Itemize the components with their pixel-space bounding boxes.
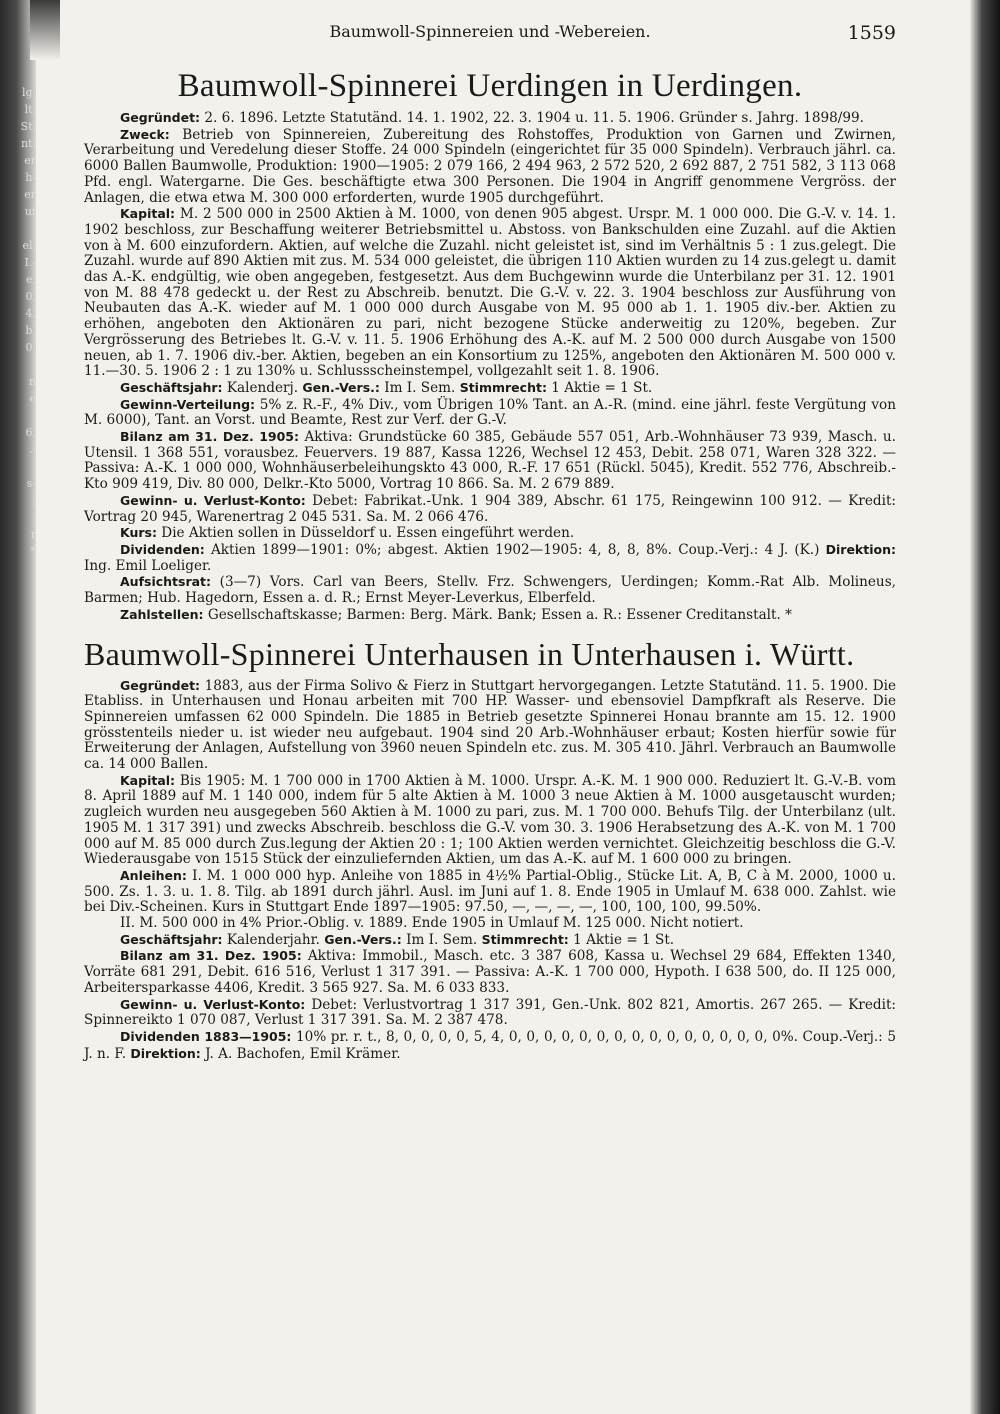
entry-paragraph xyxy=(84,948,896,996)
margin-fragment: el. xyxy=(22,239,36,252)
entry-label: Kapital: xyxy=(120,206,176,222)
entry-text: 1 Aktie = 1 St. xyxy=(546,379,653,396)
entry-label: Dividenden 1883—1905: xyxy=(120,1028,292,1044)
margin-fragment: n xyxy=(28,375,36,388)
entry-label: Direktion: xyxy=(825,541,896,557)
entry-label: Zweck: xyxy=(120,126,170,142)
margin-fragment: h- xyxy=(25,171,36,184)
entry-text: Debet: Fabrikat.-Unk. 1 904 389, Abschr. 61 175, Reingewinn 100 912. — Kredit: Vortrag 20 945, Warenertrag 2 045 531. Sa. M. 2 066 476. xyxy=(84,492,896,525)
entry-label: Gen.-Vers.: xyxy=(324,931,402,947)
entry-text: 2. 6. 1896. Letzte Statutänd. 14. 1. 1902, 22. 3. 1904 u. 11. 5. 1906. Gründer s. Jahrg. 1898/99. xyxy=(200,110,864,126)
entry-paragraph xyxy=(84,493,896,525)
entry-text: M. 2 500 000 in 2500 Aktien à M. 1000, von denen 905 abgest. Urspr. M. 1 000 000. Die G.-V. v. 14. 1. 1902 beschloss, zur Beschaffung weiterer Betriebsmittel u. Abstoss. von Bankschulden eine Zuzahl. auf die Aktien von à M. 600 einzufordern. Aktien, auf welche die Zuzahl. nicht geleistet ist, sind im Verhältnis 5 : 1 zus.gelegt. Die Zuzahl. wurde auf 890 Aktien mit zus. M. 534 000 geleistet, die übrigen 110 Aktien wurden zu 14 zus.gelegt u. damit das A.-K. endgültig, wie oben angegeben, festgesetzt. Aus dem Buchgewinn wurde die Unterbilanz per 31. 12. 1901 von M. 88 478 gedeckt u. der Rest zu Abschreib. benutzt. Die G.-V. v. 22. 3. 1904 beschloss zur Ausführung von Neubauten das A.-K. wieder auf M. 1 000 000 durch Ausgabe von M. 95 000 ab 1. 1. 1905 div.-ber. Aktien zu erhöhen, angeboten den Aktionären zu pari, nicht bezogene Stücke anderweitig zu 120%, begeben. Zur Vergrösserung des Betriebes lt. G.-V. v. 11. 5. 1906 Erhöhung des A.-K. auf M. 2 500 000 durch Ausgabe von 1500 neuen, ab 1. 7. 1906 div.-ber. Aktien, begeben an ein Konsortium zu 125%, angeboten den Aktionären M. 500 000 v. 11.—30. 5. 1906 2 : 1 zu 130% u. Schlussscheinstempel, vollgezahlt seit 1. 8. 1906. xyxy=(84,206,896,380)
margin-fragment: lt. xyxy=(24,103,36,116)
entry-label: Bilanz am 31. Dez. 1905: xyxy=(120,429,300,445)
margin-fragment: e xyxy=(29,392,36,405)
entry-label: Stimmrecht: xyxy=(481,931,569,947)
entry-label: Gen.-Vers.: xyxy=(302,379,380,395)
entry-paragraph xyxy=(84,678,896,773)
entry-text: Gesellschaftskasse; Barmen: Berg. Märk. Bank; Essen a. R.: Essener Creditanstalt. * xyxy=(203,606,792,623)
margin-fragment xyxy=(2,407,36,424)
entry-text: 5% z. R.-F., 4% Div., vom Übrigen 10% Tant. an A.-R. (mind. eine jährl. feste Vergütung von M. 6000), Tant. an Vorst. und Beamte, Rest zur Verf. der G.-V. xyxy=(84,396,896,429)
entry-label: Gewinn- u. Verlust-Konto: xyxy=(120,492,306,508)
entry-text: II. M. 500 000 in 4% Prior.-Oblig. v. 1889. Ende 1905 in Umlauf M. 125 000. Nicht notiert. xyxy=(120,915,744,932)
entry-text: Im I. Sem. xyxy=(379,379,460,396)
entry-paragraph xyxy=(84,127,896,207)
page-number: 1559 xyxy=(847,22,896,44)
article-title-unterhausen: Baumwoll-Spinnerei Unterhausen in Unterhausen i. Württ. xyxy=(84,635,855,672)
margin-fragment: nt. xyxy=(20,137,36,150)
entry-text: Ing. Emil Loeliger. xyxy=(84,557,212,574)
entry-paragraph xyxy=(84,916,896,932)
margin-fragment: b, xyxy=(25,324,36,337)
entry-text: Debet: Verlustvortrag 1 317 391, Gen.-Unk. 802 821, Amortis. 267 265. — Kredit: Spinnereikto 1 070 087, Verlust 1 317 391. Sa. M. 2 387 478. xyxy=(84,996,897,1029)
document-page xyxy=(84,22,896,1062)
entry-text: Kalenderj. xyxy=(222,379,303,396)
entry-label: Dividenden: xyxy=(120,541,205,557)
entry-label: Gewinn-Verteilung: xyxy=(120,396,256,412)
entry-text: Aktiva: Grundstücke 60 385, Gebäude 557 051, Arb.-Wohnhäuser 73 939, Masch. u. Utensil. 1 368 551, vorausbez. Feuervers. 19 887, Kassa 1226, Wechsel 12 453, Debit. 258 071, Waren 328 322. — Passiva: A.-K. 1 000 000, Wohnhäuserbeleihungskto 43 000, R.-F. 17 651 (Rückl. 5045), Kredit. 552 776, Abschreib.-Kto 909 419, Div. 80 000, Delkr.-Kto 5000, Vortrag 10 866. Sa. M. 2 679 889. xyxy=(84,429,897,493)
entry-text: Im I. Sem. xyxy=(401,931,482,948)
entry-text: 1 Aktie = 1 St. xyxy=(568,931,675,948)
entry-label: Anleihen: xyxy=(120,867,187,883)
entry-paragraph xyxy=(84,868,896,916)
margin-fragment: .: xyxy=(28,443,36,456)
margin-fragment: er xyxy=(24,188,36,201)
margin-fragment: er xyxy=(24,154,36,167)
spine-shadow xyxy=(30,0,60,60)
margin-fragment: r xyxy=(30,528,36,541)
entry-label: Bilanz am 31. Dez. 1905: xyxy=(120,948,302,964)
entry-text: 1883, aus der Firma Solivo & Fierz in Stuttgart hervorgegangen. Letzte Statutänd. 11. 5. 1900. Die Etabliss. in Unterhausen und Honau arbeiten mit 700 HP. Wasser- und ebensoviel Dampfkraft als Reserve. Die Spinnereien umfassen 62 000 Spindeln. Die 1885 in Betrieb gesetzte Spinnerei Honau brannte am 15. 12. 1900 grösstenteils nieder u. ist wieder neu aufgebaut. 1904 sind 20 Arb.-Wohnhäuser erbaut; Kosten hierfür sowie für Erweiterung der Anlagen, Aufstellung von 3960 neuen Spindeln etc. zus. M. 305 410. Jährl. Verbrauch an Baumwolle ca. 14 000 Ballen. xyxy=(84,677,896,773)
entry-label: Kurs: xyxy=(120,525,157,541)
entry-text: Kalenderjahr. xyxy=(222,931,325,948)
entry-paragraph xyxy=(84,380,896,397)
entry-label: Aufsichtsrat: xyxy=(120,574,212,590)
entry-paragraph xyxy=(84,997,896,1029)
entry-paragraph xyxy=(84,607,896,624)
entry-paragraph xyxy=(84,525,896,542)
margin-fragment xyxy=(2,356,36,373)
margin-fragment xyxy=(2,220,36,237)
entry-text: J. A. Bachofen, Emil Krämer. xyxy=(200,1045,401,1062)
entry-text: Aktiva: Immobil., Masch. etc. 3 387 608, Kassa u. Wechsel 29 684, Effekten 1340, Vorräte 681 291, Debit. 616 516, Verlust 1 317 391. — Passiva: A.-K. 1 700 000, Hypoth. I 638 500, do. II 125 000, Arbeitersparkasse 4406, Kredit. 3 565 927. Sa. M. 6 033 833. xyxy=(84,948,897,996)
article-body-uerdingen xyxy=(84,110,896,624)
entry-label: Gegründet: xyxy=(120,677,201,693)
entry-text: Bis 1905: M. 1 700 000 in 1700 Aktien à M. 1000. Urspr. A.-K. M. 1 900 000. Reduziert lt. G.-V.-B. vom 8. April 1889 auf M. 1 140 000, indem für 5 alte Aktien à M. 1000 3 neue Aktien à M. 1000 ausgetauscht wurden; zugleich wurden neu ausgegeben 560 Aktien à M. 1000 zu pari, zus. M. 1 700 000. Behufs Tilg. der Unterbilanz (ult. 1905 M. 1 317 391) und zwecks Abschreib. beschloss die G.-V. vom 30. 3. 1906 Herabsetzung des A.-K. von M. 1 700 000 auf M. 85 000 durch Zus.legung der Aktien 20 : 1; 100 Aktien werden vernichtet. Gleichzeitig beschloss die G.-V. Wiederausgabe von 1515 Stück der einzuliefernden Aktien, um das A.-K. auf M. 1 600 000 zu bringen. xyxy=(84,772,896,868)
margin-fragment: * xyxy=(30,545,36,558)
entry-text: 10% pr. r. t., 8, 0, 0, 0, 0, 5, 4, 0, 0, 0, 0, 0, 0, 0, 0, 0, 0, 0, 0, 0, 0, 0, 0%. Coup.-Verj.: 5 J. n. F. xyxy=(84,1028,896,1062)
entry-label: Geschäftsjahr: xyxy=(120,931,223,947)
entry-paragraph xyxy=(84,110,896,127)
entry-label: Zahlstellen: xyxy=(120,606,204,622)
running-head xyxy=(84,22,896,48)
page-edge-shadow xyxy=(970,0,1000,1414)
margin-fragment: I.- xyxy=(24,256,36,269)
entry-text: Betrieb von Spinnereien, Zubereitung des Rohstoffes, Produktion von Garnen und Zwirnen, Verarbeitung und Veredelung dieser Stoffe. 24 000 Spindeln (eingerichtet für 35 000 Spindeln). Verbrauch jährl. ca. 6000 Ballen Baumwolle, Produktion: 1900—1905: 2 079 166, 2 494 963, 2 572 520, 2 692 887, 2 751 582, 3 113 068 Pfd. engl. Watergarne. Die Ges. beschäftigte etwa 300 Personen. Die 1904 in Angriff genommene Vergröss. der Anlagen, die etwa etwa M. 300 000 erforderten, wurde 1905 durchgeführt. xyxy=(84,126,896,206)
entry-label: Kapital: xyxy=(120,772,176,788)
margin-fragment: s- xyxy=(26,477,36,490)
margin-fragment: St. xyxy=(20,120,36,133)
margin-fragment: lg. xyxy=(21,86,36,99)
margin-fragment: 0. xyxy=(25,341,36,354)
entry-text: I. M. 1 000 000 hyp. Anleihe von 1885 in 4½% Partial-Oblig., Stücke Lit. A, B, C à M. 2000, 1000 u. 500. Zs. 1. 3. u. 1. 8. Tilg. ab 1891 durch jährl. Ausl. im Juni auf 1. 8. Ende 1905 in Umlauf M. 638 000. Zahlst. wie bei Div.-Scheinen. Kurs in Stuttgart Ende 1897—1905: 97.50, —, —, —, —, 100, 100, 100, 99.50%. xyxy=(84,867,896,916)
margin-fragment: e, xyxy=(25,273,36,286)
entry-label: Stimmrecht: xyxy=(459,379,547,395)
margin-fragment: 4, xyxy=(25,307,36,320)
entry-text: (3—7) Vors. Carl van Beers, Stellv. Frz. Schwengers, Uerdingen; Komm.-Rat Alb. Molineus, Barmen; Hub. Hagedorn, Essen a. d. R.; Ernst Meyer-Leverkus, Elberfeld. xyxy=(84,574,896,607)
margin-fragment: 0, xyxy=(25,290,36,303)
article-body-unterhausen xyxy=(84,678,896,1063)
adjacent-page-fragments xyxy=(2,84,36,560)
entry-paragraph xyxy=(84,1029,896,1062)
entry-paragraph xyxy=(84,773,896,868)
margin-fragment xyxy=(2,458,36,475)
margin-fragment: 6, xyxy=(25,426,36,439)
entry-label: Gegründet: xyxy=(120,110,201,125)
margin-fragment xyxy=(2,509,36,526)
entry-paragraph xyxy=(84,397,896,429)
entry-paragraph xyxy=(84,542,896,574)
entry-paragraph xyxy=(84,206,896,380)
entry-label: Direktion: xyxy=(130,1045,201,1061)
margin-fragment: ; xyxy=(32,494,36,507)
entry-label: Gewinn- u. Verlust-Konto: xyxy=(120,996,306,1012)
entry-label: Geschäftsjahr: xyxy=(120,379,223,395)
running-head-title: Baumwoll-Spinnereien und -Webereien. xyxy=(329,22,651,41)
article-title-uerdingen: Baumwoll-Spinnerei Uerdingen in Uerdingen. xyxy=(177,68,803,104)
entry-text: Aktien 1899—1901: 0%; abgest. Aktien 1902—1905: 4, 8, 8, 8%. Coup.-Verj.: 4 J. (K.) xyxy=(204,541,826,558)
entry-paragraph xyxy=(84,574,896,606)
entry-text: Die Aktien sollen in Düsseldorf u. Essen eingeführt werden. xyxy=(156,525,575,542)
entry-paragraph xyxy=(84,932,896,949)
margin-fragment: uf xyxy=(24,205,36,218)
entry-paragraph xyxy=(84,429,896,493)
